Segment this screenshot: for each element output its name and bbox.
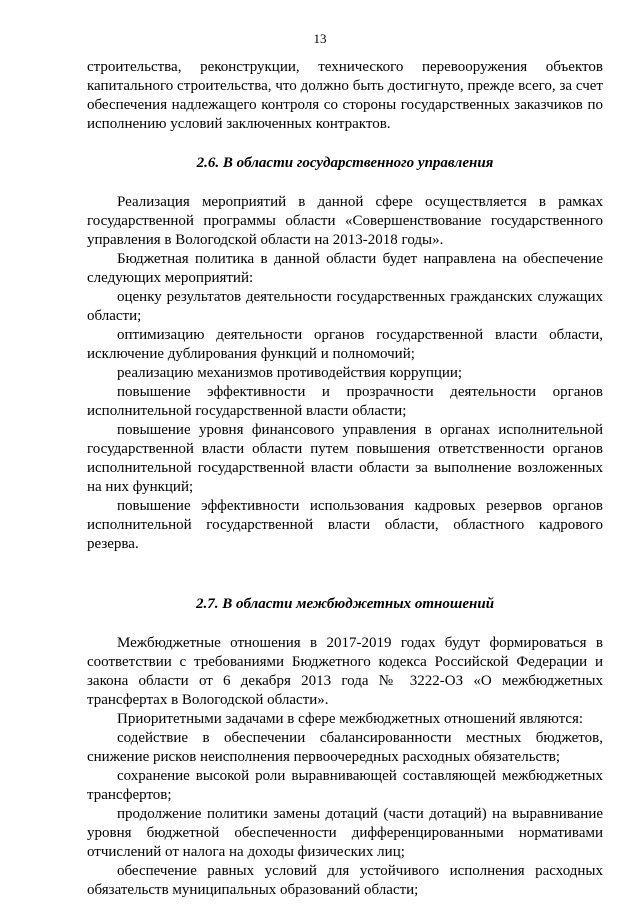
section-2-6-list-item: повышение эффективности использования кадровых резервов органов исполнительной государственной власти области, областного кадрового резерва.: [87, 498, 603, 552]
section-2-6-paragraph: Реализация мероприятий в данной сфере осуществляется в рамках государственной программы области «Совершенствование государственного управления в Вологодской области на 2013-2018 годы».: [87, 194, 603, 248]
page-number: 13: [313, 31, 327, 46]
intro-paragraph: строительства, реконструкции, технического перевооружения объектов капитального строительства, что должно быть достигнуто, прежде всего, за счет обеспечения надлежащего контроля со стороны государственных заказчиков по исполнению условий заключенных контрактов.: [87, 59, 603, 132]
section-2-6-heading: 2.6. В области государственного управления: [196, 155, 494, 171]
section-2-7-paragraph: Приоритетными задачами в сфере межбюджетных отношений являются:: [117, 711, 584, 727]
section-2-6-list-item: оптимизацию деятельности органов государственной власти области, исключение дублирования функций и полномочий;: [87, 327, 603, 362]
section-2-6-list-item: реализацию механизмов противодействия коррупции;: [117, 365, 463, 381]
section-2-7-list-item: обеспечение равных условий для устойчивого исполнения расходных обязательств муниципальных образований области;: [87, 863, 603, 898]
section-2-6-list-item: повышение уровня финансового управления в органах исполнительной государственной власти области путем повышения ответственности органов исполнительной государственной власти области за выполнение возложенных на них функций;: [87, 422, 603, 495]
section-2-7-paragraph: Межбюджетные отношения в 2017-2019 годах будут формироваться в соответствии с требованиями Бюджетного кодекса Российской Федерации и закона области от 6 декабря 2013 года № 3222-ОЗ «О межбюджетных трансфертах в Вологодской области».: [87, 635, 603, 708]
section-2-6-list-item: оценку результатов деятельности государственных гражданских служащих области;: [87, 289, 603, 324]
section-2-6-paragraph: Бюджетная политика в данной области будет направлена на обеспечение следующих мероприятий:: [87, 251, 603, 286]
section-2-7-list-item: содействие в обеспечении сбалансированности местных бюджетов, снижение рисков неисполнения первоочередных расходных обязательств;: [87, 730, 603, 765]
section-2-6-list-item: повышение эффективности и прозрачности деятельности органов исполнительной государственной власти области;: [87, 384, 603, 419]
section-2-7-list-item: продолжение политики замены дотаций (части дотаций) на выравнивание уровня бюджетной обеспеченности дифференцированными нормативами отчислений от налога на доходы физических лиц;: [87, 806, 603, 860]
section-2-7-heading: 2.7. В области межбюджетных отношений: [195, 596, 495, 612]
page-content: [87, 58, 603, 900]
section-2-7-list-item: сохранение высокой роли выравнивающей составляющей межбюджетных трансфертов;: [87, 768, 603, 803]
